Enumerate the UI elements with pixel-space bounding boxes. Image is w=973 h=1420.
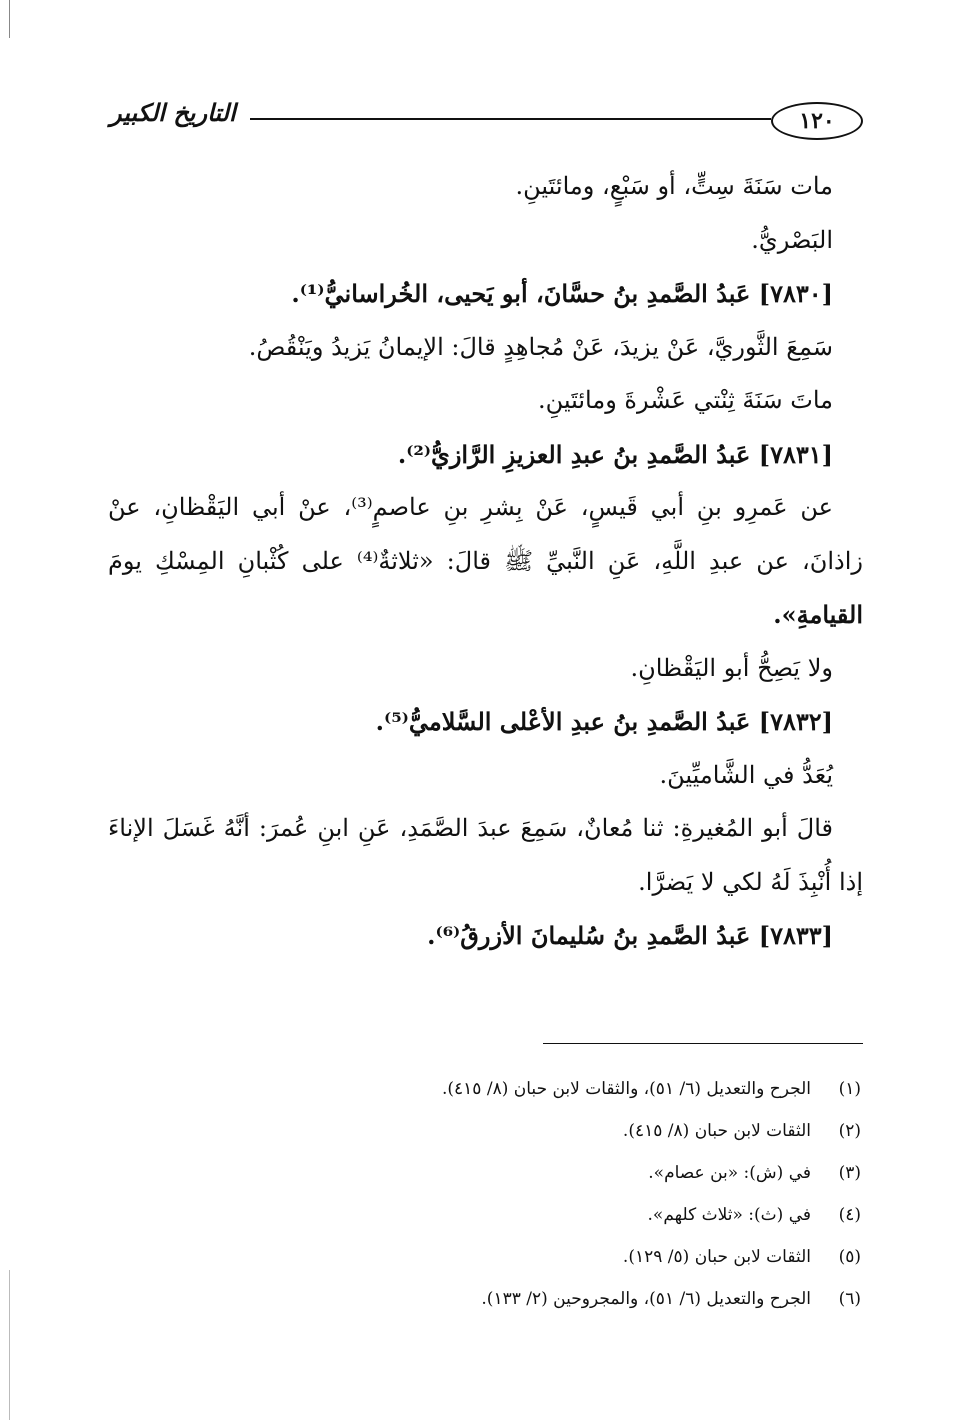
footnote-text: الثقات لابن حبان (٨/ ٤١٥). <box>622 1121 811 1141</box>
footnote <box>108 1194 861 1236</box>
main-text <box>108 160 863 963</box>
page-edge-mark-bottom <box>9 1270 10 1420</box>
text-line: زاذانَ، عن عبدِ اللَّهِ، عَنِ النَّبيِّ ﷺ قالَ: «ثلاثةٌ⁽⁴⁾ على كُثْبانِ المِسْكِ يومَ <box>108 546 863 575</box>
text-line: يُعَدُّ في الشَّاميِّينَ. <box>659 760 833 789</box>
text-line: ماتَ سَنَةَ ثِنْتي عَشْرةَ ومائتَينِ. <box>537 386 833 414</box>
footnote-text: في (ث): «ثلاث كلهم». <box>647 1205 811 1225</box>
footnote-number: (١) <box>838 1079 861 1099</box>
footnote-number: (٤) <box>838 1205 861 1225</box>
entry-heading: [٧٨٣٠] عَبدُ الصَّمدِ بنُ حسَّانَ، أبو يَحيى، الخُراسانيُّ⁽¹⁾. <box>291 279 833 308</box>
footnote <box>108 1152 861 1194</box>
entry-heading: [٧٨٣٣] عَبدُ الصَّمدِ بنُ سُليمانَ الأزرقُ⁽⁶⁾. <box>427 921 833 950</box>
text-line: البَصْريُّ. <box>751 225 833 254</box>
footnote-number: (٢) <box>838 1121 861 1141</box>
header-rule <box>250 118 771 120</box>
book-title: التاريخ الكبير <box>110 98 236 127</box>
footnote <box>108 1278 861 1320</box>
text-line: ولا يَصِحُّ أبو اليَقْظانِ. <box>630 653 833 682</box>
text-line: قالَ أبو المُغيرةِ: ثنا مُعانٌ، سَمِعَ عبدَ الصَّمَدِ، عَنِ ابنِ عُمرَ: أنَّهُ غَسَلَ الإناءَ <box>108 814 834 842</box>
page-number: ١٢٠ <box>771 102 863 140</box>
footnote-text: الثقات لابن حبان (٥/ ١٢٩). <box>622 1247 811 1267</box>
footnote <box>108 1110 861 1152</box>
footnote-text: في (ش): «بن عصام». <box>648 1163 811 1183</box>
entry-heading: [٧٨٣١] عَبدُ الصَّمدِ بنُ عبدِ العزيزِ الرَّازيُّ⁽²⁾. <box>397 439 833 469</box>
footnotes <box>108 1068 861 1320</box>
footnote-text: الجرح والتعديل (٦/ ٥١)، والثقات لابن حبان (٨/ ٤١٥). <box>442 1079 811 1099</box>
page-edge-mark-top <box>9 0 10 38</box>
text-line: القيامةِ». <box>773 600 863 629</box>
footnote <box>108 1068 861 1110</box>
text-line: سَمِعَ الثَّوريَّ، عَنْ يزيدَ، عَنْ مُجاهِدٍ قالَ: الإيمانُ يَزيدُ ويَنْقُصُ. <box>248 332 833 361</box>
text-line: عن عَمرِو بنِ أبي قَيسٍ، عَنْ بِشرِ بنِ عاصمٍ⁽³⁾، عنْ أبي اليَقْظانِ، عنْ <box>108 493 833 521</box>
footnote-separator <box>543 1043 863 1044</box>
footnote-text: الجرح والتعديل (٦/ ٥١)، والمجروحين (٢/ ١٣٣). <box>481 1289 811 1309</box>
footnote-number: (٦) <box>838 1289 861 1309</box>
text-line: إذا أُنْبِذَ لَهُ لكي لا يَضرَّا. <box>638 867 863 896</box>
footnote-number: (٥) <box>838 1247 861 1267</box>
entry-heading: [٧٨٣٢] عَبدُ الصَّمدِ بنُ عبدِ الأعْلى السَّلاميُّ⁽⁵⁾. <box>375 707 833 736</box>
page-header <box>110 90 863 150</box>
text-line: مات سَنَةَ سِتٍّ، أو سَبْعٍ، ومائتَينِ. <box>515 172 833 200</box>
footnote-number: (٣) <box>838 1163 861 1183</box>
footnote <box>108 1236 861 1278</box>
